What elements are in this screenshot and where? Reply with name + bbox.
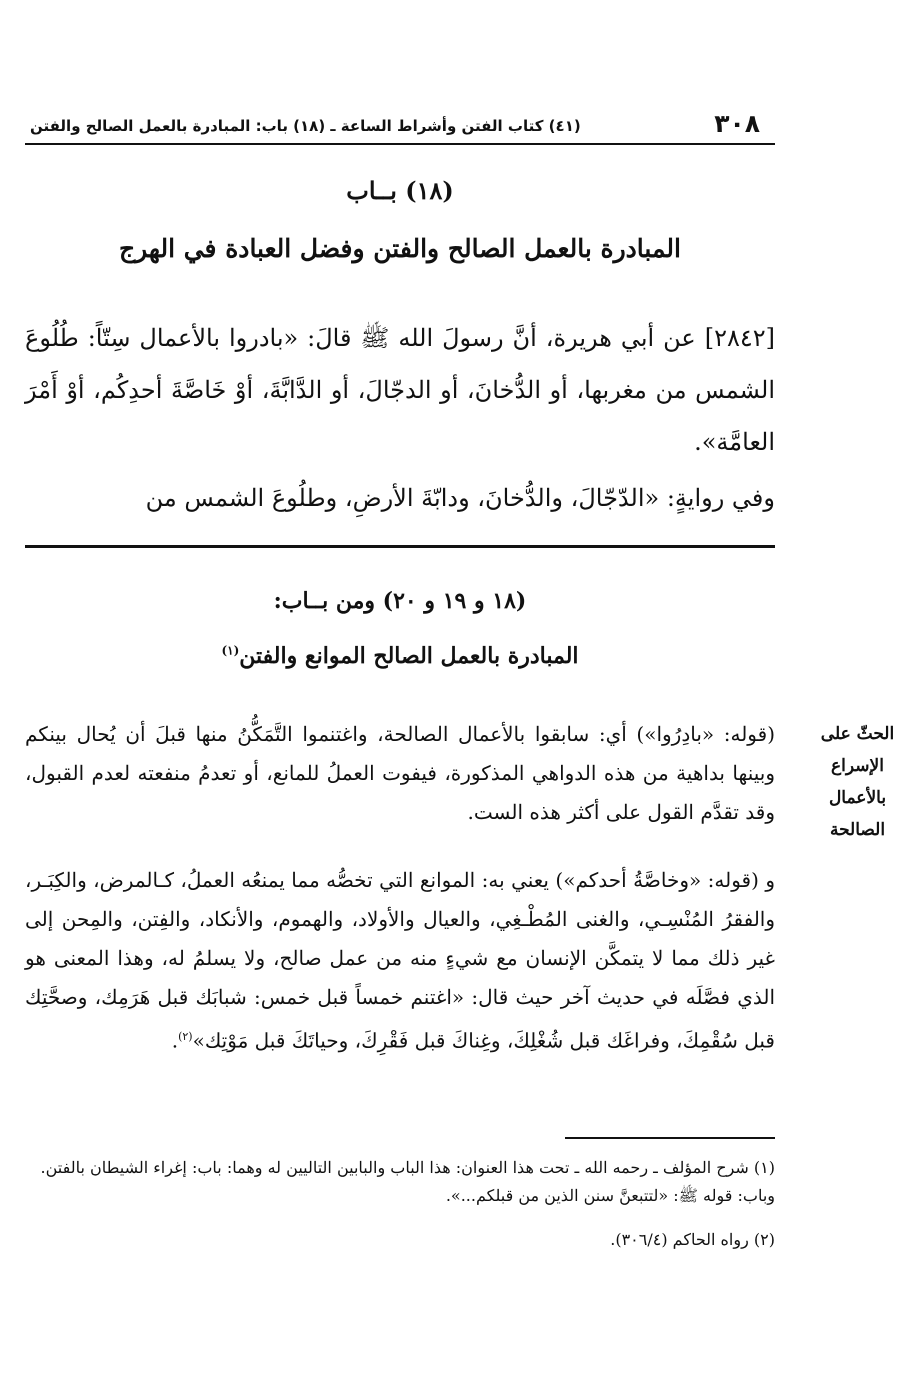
chapter-title: المبادرة بالعمل الصالح والفتن وفضل العبادة في الهرج: [119, 234, 681, 263]
hadith-variant: وفي روايةٍ: «الدّجّالَ، والدُّخانَ، ودابّةَ الأرضِ، وطلُوعَ الشمس من: [145, 484, 775, 512]
commentary-paragraph-2-text: و (قوله: «وخاصَّةُ أحدكم») يعني به: الموانع التي تخصُّه مما يمنعُه العملُ، كـالمرض، والكِبَـر، والفقرُ المُنْسِـي، والغنى المُطْـغِي، والعيال والأولاد، والهموم، والأنكاد، والفِتن، والمِحن إلى غير ذلك مما لا يتمكَّن الإنسان مع شيءٍ منه من عمل صالح، ولا يسلمُ له، وهذا المعنى هو الذي فصَّلَه في حديث آخر حيث قال: «اغتنم خمساً قبل خمس: شبابَك قبل هَرَمِك، وصحَّتِك قبل سُقْمِكَ، وفراغَك قبل شُغْلِكَ، وغِناكَ قبل فَقْرِكَ، وحياتَكَ قبل مَوْتِك»: [25, 868, 775, 1053]
footnote-mark-2: (٢): [178, 1030, 193, 1043]
header-rule: [25, 143, 775, 145]
page-number: ٣٠٨: [714, 109, 760, 138]
footnote-mark-1: (١): [221, 643, 240, 658]
chapter-number: (١٨) بــاب: [346, 176, 454, 205]
page-header: [25, 104, 775, 138]
margin-note: الحثّ على الإسراع بالأعمال الصالحة: [820, 724, 895, 840]
commentary-title-line: [25, 643, 775, 669]
hadith-text: [٢٨٤٢] عن أبي هريرة، أنَّ رسولَ الله ﷺ قالَ: «بادروا بالأعمال سِتّاً: طُلُوعَ الشمس من مغربها، أو الدُّخانَ، أو الدجّالَ، أو الدَّابَّةَ، أوْ خَاصَّةَ أحدِكُم، أوْ أَمْرَ العامَّة».: [25, 324, 775, 456]
commentary-title: المبادرة بالعمل الصالح الموانع والفتن: [239, 643, 579, 669]
running-title: (٤١) كتاب الفتن وأشراط الساعة ـ (١٨) باب: المبادرة بالعمل الصالح والفتن: [30, 117, 581, 135]
commentary-paragraph-2: و (قوله: «وخاصَّةُ أحدكم») يعني به: الموانع التي تخصُّه مما يمنعُه العملُ، كـالمرض، والكِبَـر، والفقرُ المُنْسِـي، والغنى المُطْـغِي، والعيال والأولاد، والهموم، والأنكاد، والفِتن، والمِحن إلى غير ذلك مما لا يتمكَّن الإنسان مع شيءٍ منه من عمل صالح، ولا يسلمُ له، وهذا المعنى هو الذي فصَّلَه في حديث آخر حيث قال: «اغتنم خمساً قبل خمس: شبابَك قبل هَرَمِك، وصحَّتِك قبل سُقْمِكَ، وفراغَك قبل شُغْلِكَ، وغِناكَ قبل فَقْرِكَ، وحياتَكَ قبل مَوْتِك»$^{(٢)}$.: [25, 868, 775, 1053]
footnote-rule: [565, 1137, 775, 1139]
section-divider: [25, 545, 775, 548]
commentary-paragraph-1: (قوله: «بادِرُوا») أي: سابقوا بالأعمال الصالحة، واغتنموا التَّمَكُّنُ منها قبلَ أن يُحال بينكم وبينها بداهية من هذه الدواهي المذكورة، فيفوت العملُ للمانع، أو تعدمُ منفعته لعدم القبول، وقد تقدَّم القول على أكثر هذه الست.: [25, 722, 775, 824]
commentary-heading: (١٨ و ١٩ و ٢٠) ومن بــاب:: [273, 588, 527, 614]
footnote-1: (١) شرح المؤلف ـ رحمه الله ـ تحت هذا العنوان: هذا الباب والبابين التاليين له وهما: باب: إغراء الشيطان بالفتن. وباب: قوله ﷺ: «لتتبعنَّ سنن الذين من قبلكم...».: [40, 1158, 775, 1205]
footnote-2: (٢) رواه الحاكم (٣٠٦/٤).: [610, 1230, 775, 1249]
